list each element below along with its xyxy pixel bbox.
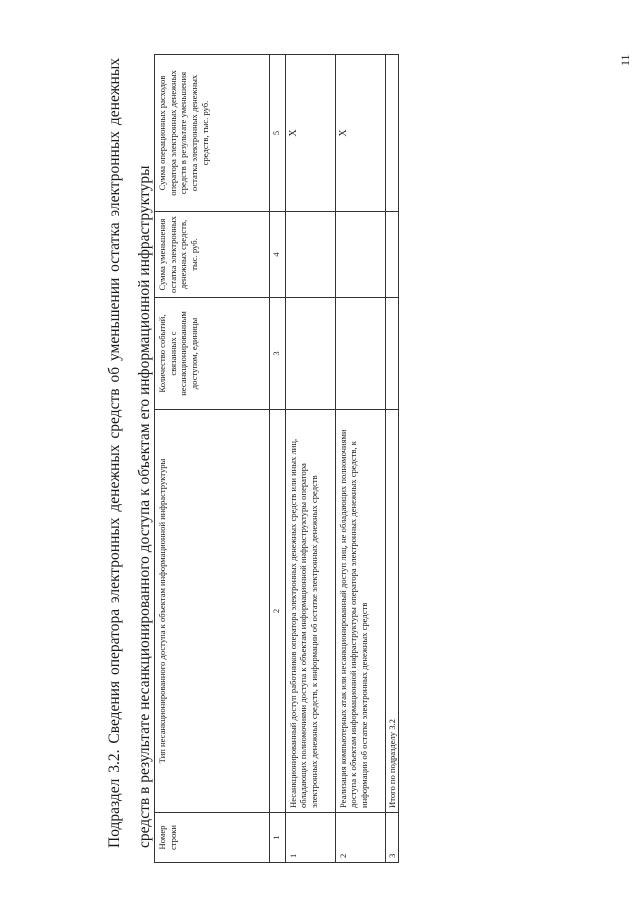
operational-expenses-cell <box>385 55 399 212</box>
col-header-operational-expenses: Сумма операционных расходов оператора электронных денежных средств в результате уменьшения остатка электронных денежных средств, тыс. руб. <box>155 55 270 212</box>
table-header-row <box>155 55 270 863</box>
table-row <box>285 55 335 863</box>
col-number: 2 <box>270 410 286 813</box>
decrease-amount-cell <box>385 212 399 298</box>
col-header-row-number: Номер строки <box>155 813 270 863</box>
heading-line-1: Подраздел 3.2. Сведения оператора электронных денежных средств об уменьшении остатка электронных денежных <box>106 58 123 848</box>
col-number: 1 <box>270 813 286 863</box>
event-count-cell <box>285 298 335 410</box>
col-number: 3 <box>270 298 286 410</box>
page-number: 11 <box>618 54 632 66</box>
event-count-cell <box>385 298 399 410</box>
table-row-total <box>385 55 399 863</box>
table-row <box>335 55 385 863</box>
row-number-cell: 2 <box>335 813 385 863</box>
decrease-amount-cell <box>285 212 335 298</box>
section-heading <box>100 58 160 848</box>
event-count-cell <box>335 298 385 410</box>
col-header-access-type: Тип несанкционированного доступа к объектам информационной инфраструктуры <box>155 410 270 813</box>
col-header-decrease-amount: Сумма уменьшения остатка электронных денежных средств, тыс. руб. <box>155 212 270 298</box>
col-number: 5 <box>270 55 286 212</box>
table-column-numbers-row <box>270 55 286 863</box>
heading-line-2: средств в результате несанкционированного доступа к объектам его информационной инфраструктуры <box>136 165 153 848</box>
operational-expenses-cell: X <box>285 55 335 212</box>
col-header-event-count: Количество событий, связанных с несанкционированным доступом, единицы <box>155 298 270 410</box>
col-number: 4 <box>270 212 286 298</box>
access-type-cell: Итого по подразделу 3.2 <box>385 410 399 813</box>
access-type-cell: Реализация компьютерных атак или несанкционированный доступ лиц, не обладающих полномочиями доступа к объектам информационной инфраструктуры оператора электронных денежных средств, к информации об остатке электронных денежных средств <box>335 410 385 813</box>
decrease-amount-cell <box>335 212 385 298</box>
row-number-cell: 1 <box>285 813 335 863</box>
operational-expenses-cell: X <box>335 55 385 212</box>
access-type-cell: Несанкционированный доступ работников оператора электронных денежных средств или иных лиц, обладающих полномочиями доступа к объектам информационной инфраструктуры оператора электронных денежных средств, к информации об остатке электронных денежных средств <box>285 410 335 813</box>
row-number-cell: 3 <box>385 813 399 863</box>
report-table <box>154 54 399 863</box>
